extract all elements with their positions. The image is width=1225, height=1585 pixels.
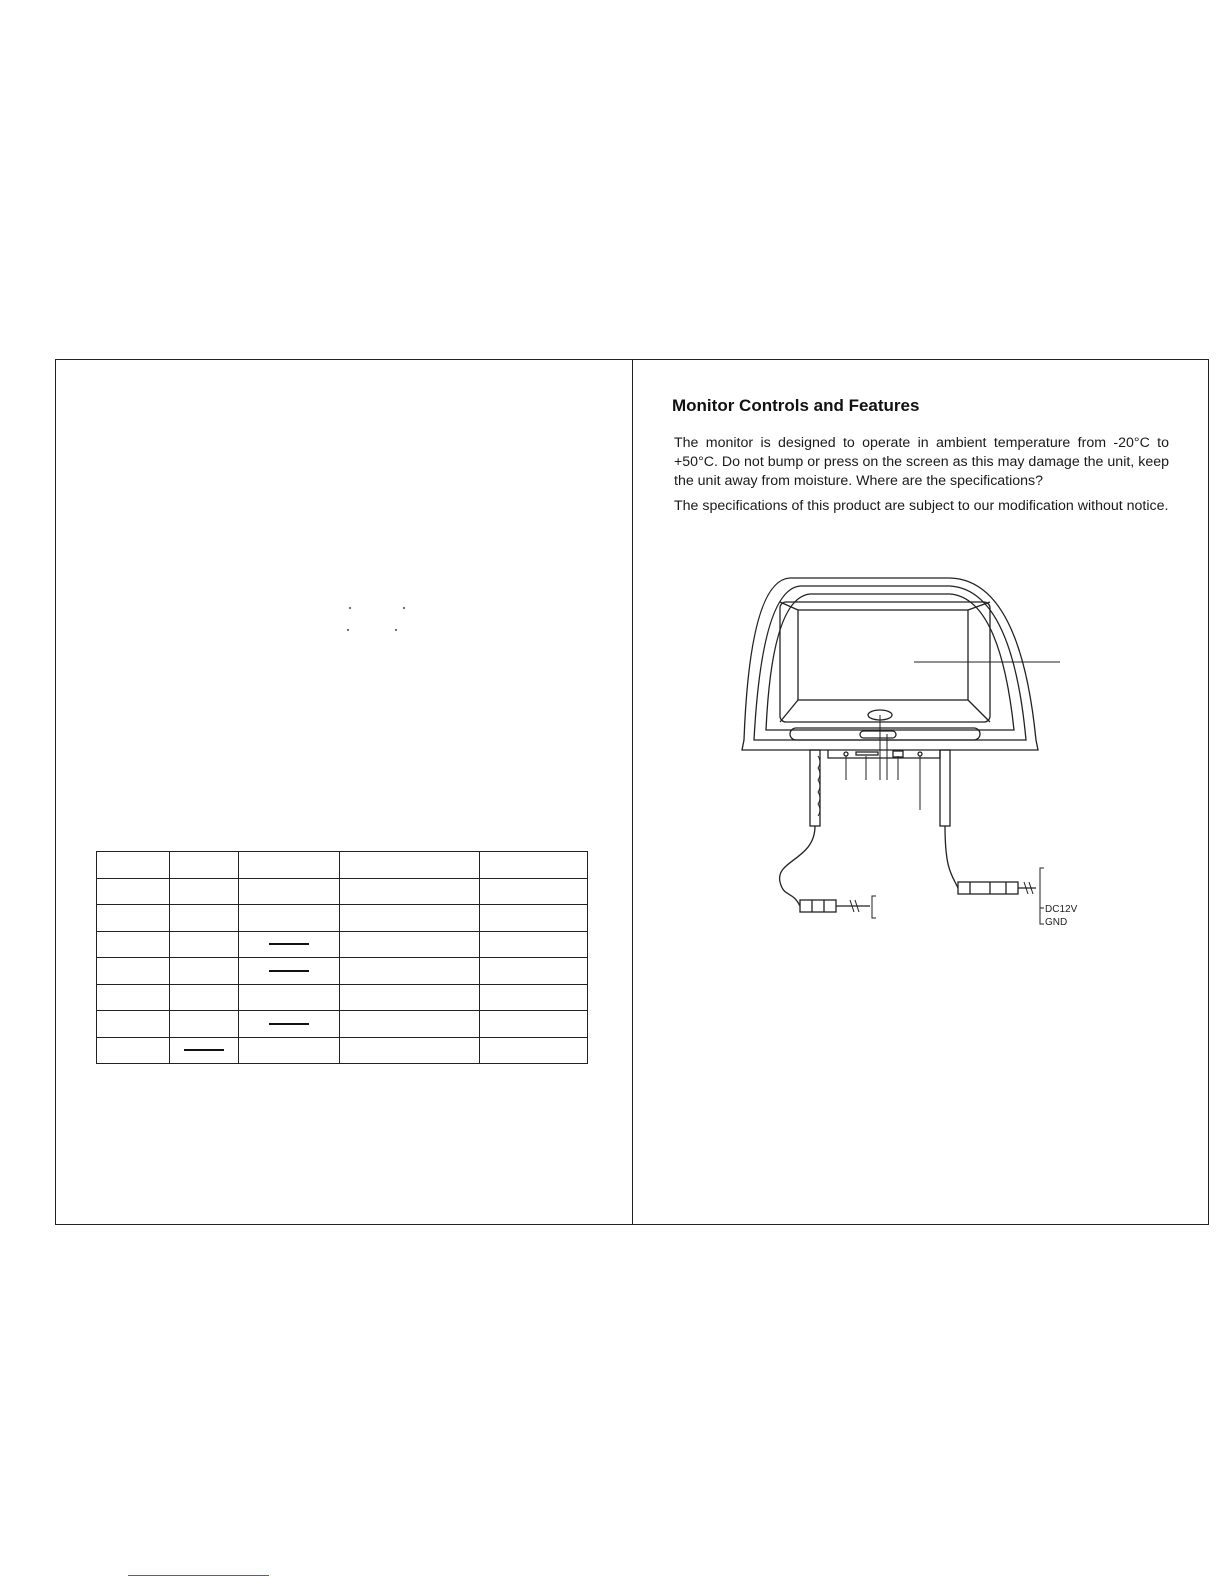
table-cell bbox=[97, 852, 170, 879]
table-cell bbox=[97, 1011, 170, 1038]
dash-mark bbox=[269, 943, 309, 945]
table-cell bbox=[170, 1037, 239, 1064]
table-cell bbox=[239, 878, 340, 905]
table-cell bbox=[97, 905, 170, 932]
table-cell bbox=[239, 1011, 340, 1038]
table-cell bbox=[480, 1037, 588, 1064]
table-cell bbox=[170, 958, 239, 985]
table-cell bbox=[97, 958, 170, 985]
table-cell bbox=[480, 905, 588, 932]
table-row bbox=[97, 958, 588, 985]
table-row bbox=[97, 905, 588, 932]
footer-link-underline bbox=[128, 1575, 269, 1576]
control-strip bbox=[828, 750, 940, 758]
table-cell bbox=[340, 852, 480, 879]
table-cell bbox=[239, 984, 340, 1011]
dash-mark bbox=[269, 970, 309, 972]
gnd-label: GND bbox=[1045, 917, 1068, 928]
table-cell bbox=[480, 984, 588, 1011]
table-cell bbox=[97, 931, 170, 958]
table-cell bbox=[340, 984, 480, 1011]
page-divider bbox=[632, 359, 633, 1225]
left-cable bbox=[780, 826, 815, 906]
table-cell bbox=[239, 905, 340, 932]
table-row bbox=[97, 852, 588, 879]
faint-mark bbox=[349, 607, 351, 609]
faint-mark bbox=[347, 629, 349, 631]
table-cell bbox=[170, 1011, 239, 1038]
table-cell bbox=[340, 1011, 480, 1038]
table-cell bbox=[97, 878, 170, 905]
table-row bbox=[97, 984, 588, 1011]
table-row bbox=[97, 1037, 588, 1064]
av-input-jack bbox=[918, 752, 922, 756]
table-row bbox=[97, 931, 588, 958]
table-cell bbox=[340, 1037, 480, 1064]
table-cell bbox=[480, 931, 588, 958]
faint-mark bbox=[395, 629, 397, 631]
table-cell bbox=[480, 852, 588, 879]
dash-mark bbox=[269, 1023, 309, 1025]
table-cell bbox=[340, 878, 480, 905]
table-cell bbox=[480, 958, 588, 985]
table-row bbox=[97, 878, 588, 905]
table-cell bbox=[340, 931, 480, 958]
headphone-jack bbox=[844, 752, 848, 756]
table-cell bbox=[170, 852, 239, 879]
table-cell bbox=[340, 905, 480, 932]
faint-mark bbox=[403, 607, 405, 609]
monitor-diagram bbox=[700, 570, 1170, 950]
wire-bracket bbox=[1040, 868, 1044, 924]
table-cell bbox=[170, 905, 239, 932]
table-row bbox=[97, 1011, 588, 1038]
specification-table bbox=[96, 851, 588, 1064]
left-connector bbox=[800, 900, 836, 912]
table-cell bbox=[170, 984, 239, 1011]
table-cell bbox=[170, 931, 239, 958]
right-connector bbox=[958, 882, 1018, 894]
dash-mark bbox=[184, 1049, 224, 1051]
dc12v-label: DC12V bbox=[1045, 904, 1078, 915]
headrest-outer-shell bbox=[742, 578, 1038, 750]
intro-paragraph: The monitor is designed to operate in ambient temperature from -20°C to +50°C. Do not bump or press on the screen as this may damage the unit, keep the unit away from moisture. Where are the specifications? bbox=[674, 435, 1169, 489]
section-title: Monitor Controls and Features bbox=[672, 396, 920, 415]
screen-display bbox=[798, 610, 968, 700]
table-cell bbox=[480, 1011, 588, 1038]
table-cell bbox=[239, 852, 340, 879]
table-cell bbox=[97, 1037, 170, 1064]
table-cell bbox=[97, 984, 170, 1011]
card-slot bbox=[856, 752, 878, 755]
button-panel bbox=[860, 731, 896, 738]
specification-notice-paragraph: The specifications of this product are subject to our modification without notice. bbox=[674, 498, 1169, 514]
right-cable bbox=[945, 826, 958, 888]
table-cell bbox=[170, 878, 239, 905]
table-cell bbox=[239, 958, 340, 985]
table-cell bbox=[480, 878, 588, 905]
table-cell bbox=[239, 1037, 340, 1064]
right-post bbox=[940, 750, 950, 826]
table-cell bbox=[340, 958, 480, 985]
table-cell bbox=[239, 931, 340, 958]
